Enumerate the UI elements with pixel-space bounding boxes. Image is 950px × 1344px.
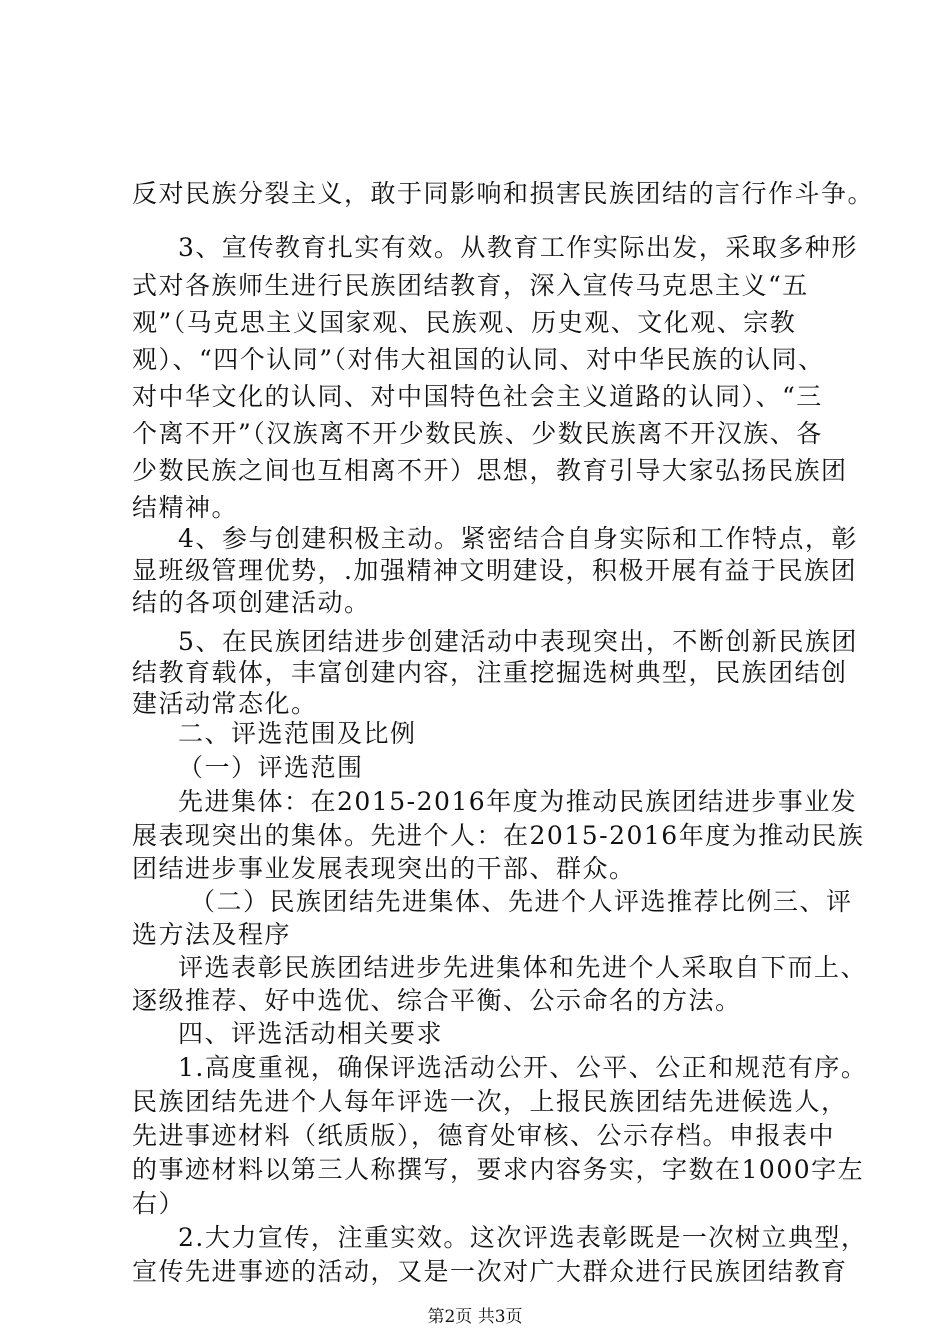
text-line: 1.高度重视，确保评选活动公开、公平、公正和规范有序。 [178,1053,868,1082]
text-line: 结教育载体，丰富创建内容，注重挖掘选树典型，民族团结创 [132,658,848,687]
text-line: 的事迹材料以第三人称撰写，要求内容务实，字数在1000字左 [132,1155,865,1184]
text-line: 2.大力宣传，注重实效。这次评选表彰既是一次树立典型， [178,1223,868,1252]
text-line: 宣传先进事迹的活动，又是一次对广大群众进行民族团结教育 [132,1257,848,1286]
text-line: 4、参与创建积极主动。紧密结合自身实际和工作特点，彰 [178,524,858,553]
text-line: 观）、“四个认同”（对伟大祖国的认同、对中华民族的认同、 [132,345,825,374]
text-line: 展表现突出的集体。先进个人：在2015-2016年度为推动民族 [132,821,865,850]
text-line: 选方法及程序 [132,920,292,949]
text-line: 先进事迹材料（纸质版），德育处审核、公示存档。申报表中 [132,1121,836,1150]
text-line: 少数民族之间也互相离不开）思想，教育引导大家弘扬民族团 [132,456,848,485]
text-line: 建活动常态化。 [132,689,318,718]
text-line: 先进集体：在2015-2016年度为推动民族团结进步事业发 [178,787,858,816]
text-line: 式对各族师生进行民族团结教育，深入宣传马克思主义“五 [132,271,809,300]
subsection-heading: （一）评选范围 [178,753,364,782]
text-line: 观”（马克思主义国家观、民族观、历史观、文化观、宗教 [132,308,797,337]
text-line: 显班级管理优势，.加强精神文明建设，积极开展有益于民族团 [132,556,857,585]
text-line: 民族团结先进个人每年评选一次，上报民族团结先进候选人， [132,1087,848,1116]
text-line: 3、宣传教育扎实有效。从教育工作实际出发，采取多种形 [178,233,858,262]
text-line: 团结进步事业发展表现突出的干部、群众。 [132,854,636,883]
subsection-heading: （二）民族团结先进集体、先进个人评选推荐比例三、评 [190,887,853,916]
text-line: 逐级推荐、好中选优、综合平衡、公示命名的方法。 [132,986,742,1015]
text-line: 对中华文化的认同、对中国特色社会主义道路的认同）、“三 [132,382,823,411]
page-footer: 第2页 共3页 [427,1307,523,1327]
text-line: 评选表彰民族团结进步先进集体和先进个人采取自下而上、 [178,953,868,982]
section-heading: 四、评选活动相关要求 [178,1019,444,1048]
text-line: 反对民族分裂主义，敢于同影响和损害民族团结的言行作斗争。 [132,179,875,208]
text-line: 个离不开”（汉族离不开少数民族、少数民族离不开汉族、各 [132,419,823,448]
text-line: 5、在民族团结进步创建活动中表现突出，不断创新民族团 [178,627,858,656]
text-line: 右） [132,1189,186,1218]
text-line: 结精神。 [132,493,239,522]
section-heading: 二、评选范围及比例 [178,719,417,748]
text-line: 结的各项创建活动。 [132,588,371,617]
